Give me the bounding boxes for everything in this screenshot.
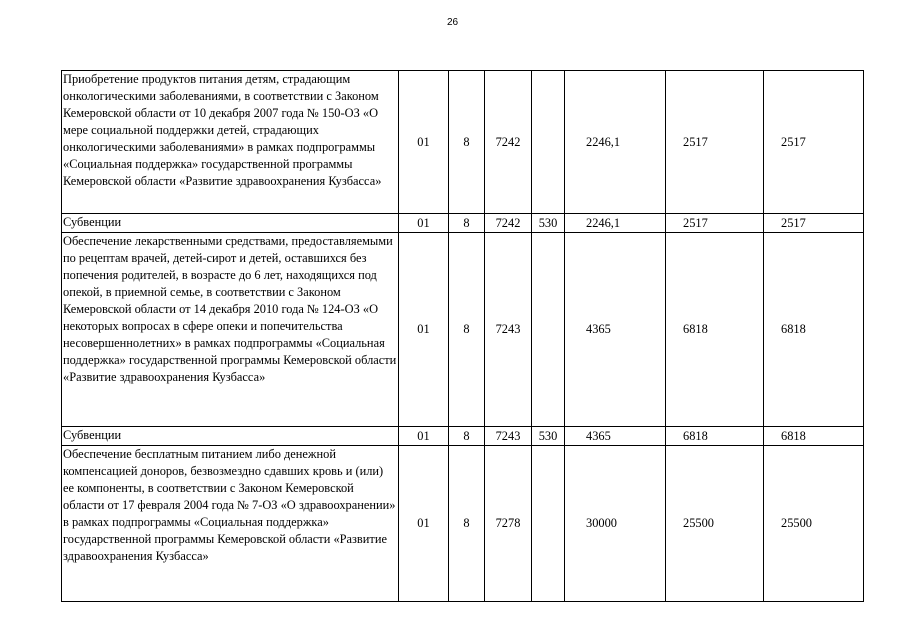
subsection-cell: 8 — [449, 71, 485, 214]
row-description: Обеспечение лекарственными средствами, предоставляемыми по рецептам врачей, детей-сирот и детей, оставшихся без попечения родителей, в возрасте до 6 лет, находящихся под опекой, в приемной семье, в соответствии с Законом Кемеровской области от 14 декабря 2010 года № 124-ОЗ «О некоторых вопросах в сфере опеки и попечительства несовершеннолетних» в рамках подпрограммы «Социальная поддержка» государственной программы Кемеровской области «Развитие здравоохранения Кузбасса» — [62, 233, 399, 427]
code-cell: 01 — [399, 446, 449, 602]
table-row — [62, 71, 864, 214]
value-year-1-cell: 4365 — [565, 427, 666, 446]
value-year-3-cell: 6818 — [764, 233, 864, 427]
expense-type-cell: 530 — [532, 427, 565, 446]
table-row — [62, 233, 864, 427]
target-article-cell: 7243 — [485, 233, 532, 427]
value-year-1-cell: 2246,1 — [565, 71, 666, 214]
row-description: Обеспечение бесплатным питанием либо денежной компенсацией доноров, безвозмездно сдавших кровь и (или) ее компоненты, в соответствии с Законом Кемеровской области от 17 февраля 2004 года № 7-ОЗ «О здравоохранении» в рамках подпрограммы «Социальная поддержка» государственной программы Кемеровской области «Развитие здравоохранения Кузбасса» — [62, 446, 399, 602]
value-year-1-cell: 30000 — [565, 446, 666, 602]
code-cell: 01 — [399, 214, 449, 233]
code-cell: 01 — [399, 71, 449, 214]
expense-type-cell — [532, 446, 565, 602]
code-cell: 01 — [399, 427, 449, 446]
target-article-cell: 7243 — [485, 427, 532, 446]
table-row — [62, 446, 864, 602]
value-year-2-cell: 2517 — [666, 71, 764, 214]
value-year-3-cell: 25500 — [764, 446, 864, 602]
expense-type-cell — [532, 71, 565, 214]
value-year-2-cell: 6818 — [666, 233, 764, 427]
subsection-cell: 8 — [449, 214, 485, 233]
value-year-3-cell: 2517 — [764, 214, 864, 233]
value-year-3-cell: 6818 — [764, 427, 864, 446]
budget-table — [61, 70, 864, 602]
value-year-2-cell: 25500 — [666, 446, 764, 602]
row-description: Субвенции — [62, 214, 399, 233]
page-number: 26 — [446, 17, 459, 28]
table-row — [62, 214, 864, 233]
value-year-2-cell: 6818 — [666, 427, 764, 446]
subsection-cell: 8 — [449, 427, 485, 446]
expense-type-cell — [532, 233, 565, 427]
value-year-3-cell: 2517 — [764, 71, 864, 214]
target-article-cell: 7242 — [485, 71, 532, 214]
row-description: Субвенции — [62, 427, 399, 446]
table-row — [62, 427, 864, 446]
subsection-cell: 8 — [449, 446, 485, 602]
target-article-cell: 7242 — [485, 214, 532, 233]
expense-type-cell: 530 — [532, 214, 565, 233]
code-cell: 01 — [399, 233, 449, 427]
subsection-cell: 8 — [449, 233, 485, 427]
row-description: Приобретение продуктов питания детям, страдающим онкологическими заболеваниями, в соответствии с Законом Кемеровской области от 10 декабря 2007 года № 150-ОЗ «О мере социальной поддержки детей, страдающих онкологическими заболеваниями» в рамках подпрограммы «Социальная поддержка» государственной программы Кемеровской области «Развитие здравоохранения Кузбасса» — [62, 71, 399, 214]
target-article-cell: 7278 — [485, 446, 532, 602]
value-year-2-cell: 2517 — [666, 214, 764, 233]
value-year-1-cell: 4365 — [565, 233, 666, 427]
value-year-1-cell: 2246,1 — [565, 214, 666, 233]
